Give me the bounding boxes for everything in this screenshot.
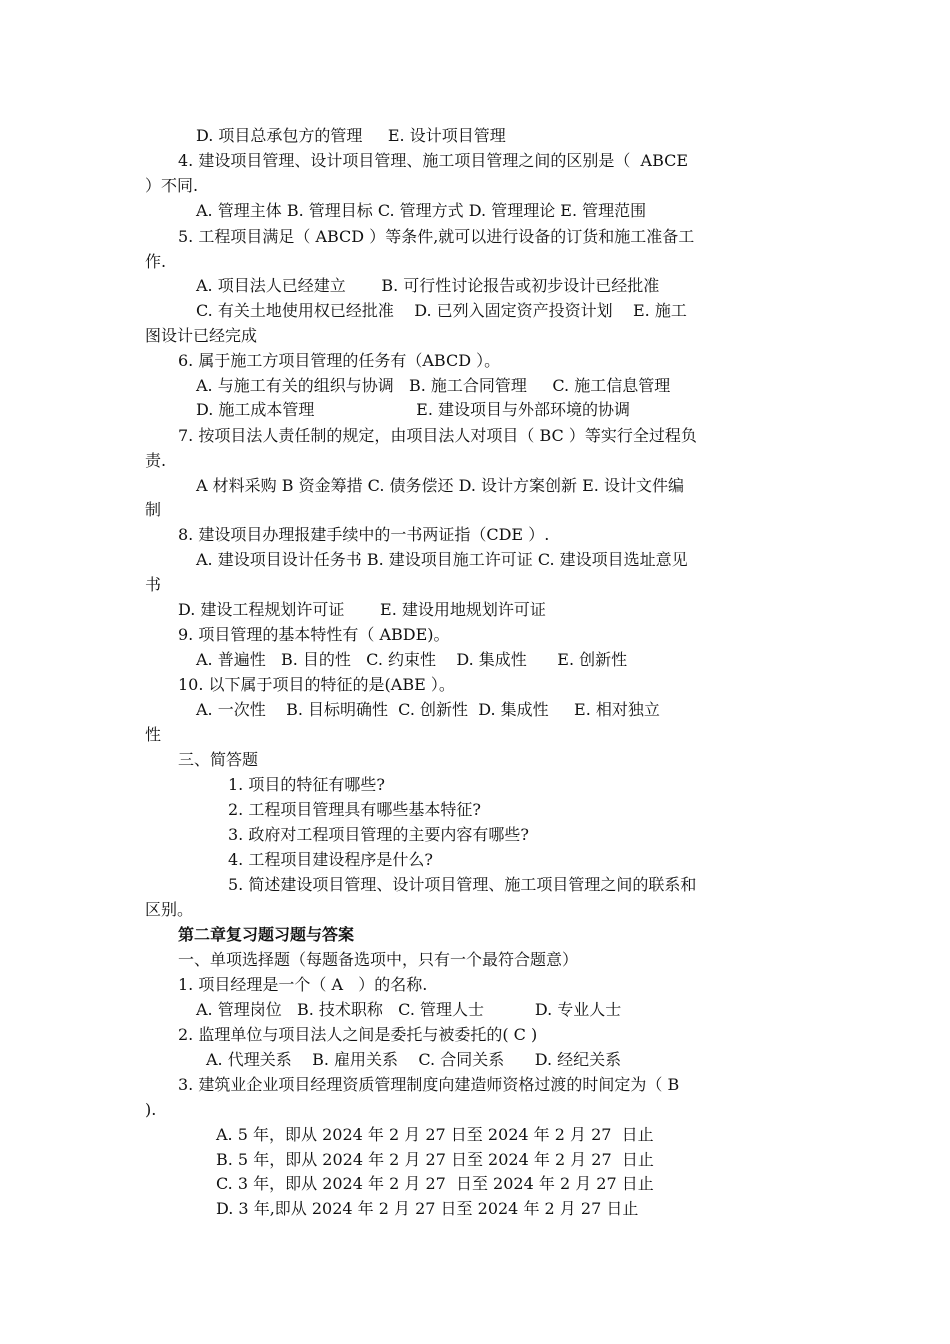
text-line: D. 建设工程规划许可证 E. 建设用地规划许可证: [178, 600, 546, 619]
question-line: 1. 项目的特征有哪些?: [228, 775, 385, 794]
text-line: 责.: [145, 451, 167, 470]
text-line: 8. 建设项目办理报建手续中的一书两证指（CDE ）.: [178, 525, 550, 544]
text-line: 制: [145, 500, 162, 519]
text-line: A. 管理岗位 B. 技术职称 C. 管理人士 D. 专业人士: [196, 1000, 622, 1019]
text-line: C. 有关土地使用权已经批准 D. 已列入固定资产投资计划 E. 施工: [196, 301, 687, 320]
text-line: 6. 属于施工方项目管理的任务有（ABCD ）。: [178, 351, 501, 370]
text-line: 性: [145, 725, 162, 744]
text-line: D. 3 年,即从 2024 年 2 月 27 日至 2024 年 2 月 27 日止: [216, 1199, 639, 1218]
chapter-title: 第二章复习题习题与答案: [178, 925, 355, 944]
text-line: 3. 建筑业企业项目经理资质管理制度向建造师资格过渡的时间定为（ B: [178, 1075, 680, 1094]
text-line: A 材料采购 B 资金筹措 C. 债务偿还 D. 设计方案创新 E. 设计文件编: [196, 476, 684, 495]
text-line: 5. 工程项目满足（ ABCD ）等条件,就可以进行设备的订货和施工准备工: [178, 227, 695, 246]
text-line: A. 与施工有关的组织与协调 B. 施工合同管理 C. 施工信息管理: [196, 376, 671, 395]
section-heading: 一、单项选择题（每题备选项中，只有一个最符合题意）: [178, 950, 579, 969]
question-line: 4. 工程项目建设程序是什么?: [228, 850, 433, 869]
text-line: D. 施工成本管理 E. 建设项目与外部环境的协调: [196, 400, 631, 419]
text-line: A. 普遍性 B. 目的性 C. 约束性 D. 集成性 E. 创新性: [196, 650, 628, 669]
section-heading: 三、简答题: [178, 750, 259, 769]
text-line: 7. 按项目法人责任制的规定，由项目法人对项目（ BC ）等实行全过程负: [178, 426, 697, 445]
question-line: 3. 政府对工程项目管理的主要内容有哪些?: [228, 825, 529, 844]
text-line: 区别。: [145, 900, 194, 919]
text-line: A. 建设项目设计任务书 B. 建设项目施工许可证 C. 建设项目选址意见: [196, 550, 688, 569]
text-line: A. 管理主体 B. 管理目标 C. 管理方式 D. 管理理论 E. 管理范围: [196, 201, 647, 220]
text-line: D. 项目总承包方的管理 E. 设计项目管理: [196, 126, 506, 145]
text-line: 10. 以下属于项目的特征的是(ABE ）。: [178, 675, 455, 694]
text-line: 图设计已经完成: [145, 326, 258, 345]
text-line: A. 5 年，即从 2024 年 2 月 27 日至 2024 年 2 月 27 日止: [216, 1125, 654, 1144]
text-line: 书: [145, 575, 162, 594]
text-line: ).: [145, 1100, 157, 1119]
text-line: 作.: [145, 252, 167, 271]
text-line: B. 5 年，即从 2024 年 2 月 27 日至 2024 年 2 月 27 日止: [216, 1150, 654, 1169]
question-line: 5. 简述建设项目管理、设计项目管理、施工项目管理之间的联系和: [228, 875, 697, 894]
text-line: 4. 建设项目管理、设计项目管理、施工项目管理之间的区别是（ ABCE: [178, 151, 689, 170]
question-line: 2. 工程项目管理具有哪些基本特征?: [228, 800, 481, 819]
text-line: A. 代理关系 B. 雇用关系 C. 合同关系 D. 经纪关系: [206, 1050, 622, 1069]
text-line: 9. 项目管理的基本特性有（ ABDE)。: [178, 625, 450, 644]
text-line: A. 一次性 B. 目标明确性 C. 创新性 D. 集成性 E. 相对独立: [196, 700, 660, 719]
text-line: ）不同.: [145, 176, 199, 195]
text-line: C. 3 年，即从 2024 年 2 月 27 日至 2024 年 2 月 27 日止: [216, 1174, 654, 1193]
text-line: 2. 监理单位与项目法人之间是委托与被委托的( C ): [178, 1025, 538, 1044]
text-line: 1. 项目经理是一个（ A ）的名称.: [178, 975, 428, 994]
text-line: A. 项目法人已经建立 B. 可行性讨论报告或初步设计已经批准: [196, 276, 660, 295]
